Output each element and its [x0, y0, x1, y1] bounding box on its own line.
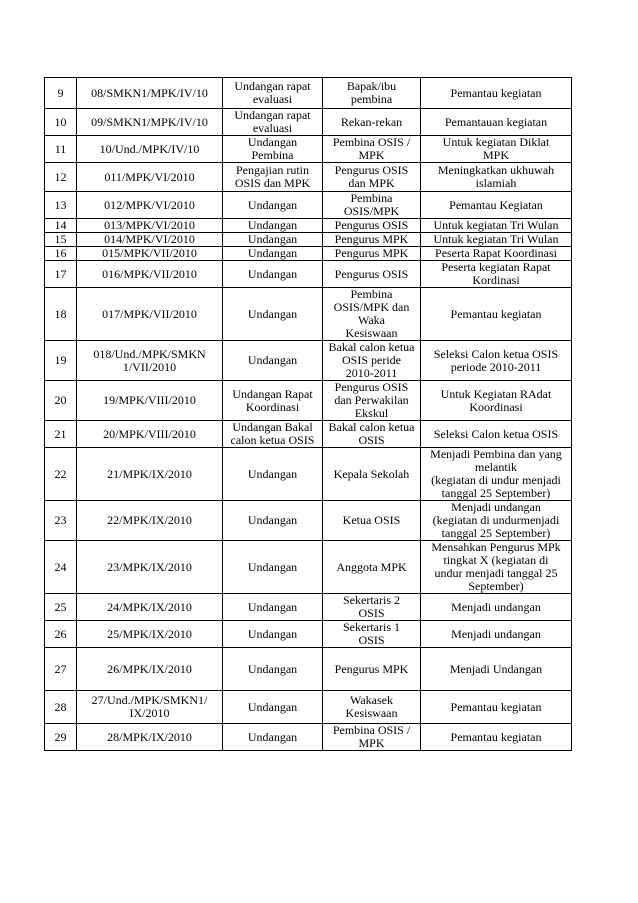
- letter-number-cell: 011/MPK/VI/2010: [77, 163, 223, 192]
- row-number-cell: 21: [45, 421, 77, 448]
- letter-type-cell: Undangan: [223, 448, 323, 501]
- table-row: [45, 421, 572, 448]
- letter-type-cell: Undangan: [223, 261, 323, 288]
- recipient-cell: Pembina OSIS/MPK: [323, 192, 421, 219]
- remarks-cell: Menjadi undangan (kegiatan di undurmenjadi tanggal 25 September): [421, 501, 572, 541]
- recipient-cell: Bapak/ibu pembina: [323, 78, 421, 109]
- row-number-cell: 11: [45, 136, 77, 163]
- table-row: [45, 621, 572, 648]
- letter-number-cell: 25/MPK/IX/2010: [77, 621, 223, 648]
- letter-type-cell: Undangan: [223, 724, 323, 751]
- table-row: [45, 691, 572, 724]
- table-row: [45, 233, 572, 247]
- letter-type-cell: Undangan Bakal calon ketua OSIS: [223, 421, 323, 448]
- remarks-cell: Peserta Rapat Koordinasi: [421, 247, 572, 261]
- letter-type-cell: Undangan Pembina: [223, 136, 323, 163]
- remarks-cell: Menjadi undangan: [421, 594, 572, 621]
- letter-type-cell: Undangan: [223, 501, 323, 541]
- table-row: [45, 448, 572, 501]
- recipient-cell: Pembina OSIS / MPK: [323, 724, 421, 751]
- recipient-cell: Rekan-rekan: [323, 109, 421, 136]
- row-number-cell: 28: [45, 691, 77, 724]
- letter-number-cell: 23/MPK/IX/2010: [77, 541, 223, 594]
- recipient-cell: Wakasek Kesiswaan: [323, 691, 421, 724]
- table-row: [45, 136, 572, 163]
- remarks-cell: Seleksi Calon ketua OSIS periode 2010-2011: [421, 341, 572, 381]
- remarks-cell: Untuk Kegiatan RAdat Koordinasi: [421, 381, 572, 421]
- remarks-cell: Untuk kegiatan Tri Wulan: [421, 233, 572, 247]
- recipient-cell: Pembina OSIS / MPK: [323, 136, 421, 163]
- table-row: [45, 724, 572, 751]
- letter-number-cell: 27/Und./MPK/SMKN1/ IX/2010: [77, 691, 223, 724]
- remarks-cell: Pemantau kegiatan: [421, 78, 572, 109]
- remarks-cell: Mensahkan Pengurus MPk tingkat X (kegiatan di undur menjadi tanggal 25 September): [421, 541, 572, 594]
- recipient-cell: Pengurus OSIS: [323, 261, 421, 288]
- letter-type-cell: Undangan Rapat Koordinasi: [223, 381, 323, 421]
- table-body: [45, 78, 572, 751]
- remarks-cell: Seleksi Calon ketua OSIS: [421, 421, 572, 448]
- row-number-cell: 9: [45, 78, 77, 109]
- letter-type-cell: Undangan: [223, 621, 323, 648]
- row-number-cell: 17: [45, 261, 77, 288]
- table-row: [45, 247, 572, 261]
- letter-number-cell: 19/MPK/VIII/2010: [77, 381, 223, 421]
- letter-type-cell: Undangan: [223, 691, 323, 724]
- remarks-cell: Untuk kegiatan Diklat MPK: [421, 136, 572, 163]
- remarks-cell: Pemantau kegiatan: [421, 691, 572, 724]
- row-number-cell: 18: [45, 288, 77, 341]
- row-number-cell: 14: [45, 219, 77, 233]
- table-row: [45, 163, 572, 192]
- recipient-cell: Bakal calon ketua OSIS peride 2010-2011: [323, 341, 421, 381]
- remarks-cell: Peserta kegiatan Rapat Kordinasi: [421, 261, 572, 288]
- letter-number-cell: 21/MPK/IX/2010: [77, 448, 223, 501]
- table-row: [45, 192, 572, 219]
- letter-type-cell: Undangan: [223, 594, 323, 621]
- letter-register-table: [44, 77, 572, 751]
- letter-type-cell: Undangan rapat evaluasi: [223, 109, 323, 136]
- remarks-cell: Pemantauan kegiatan: [421, 109, 572, 136]
- table-row: [45, 219, 572, 233]
- letter-type-cell: Undangan: [223, 247, 323, 261]
- remarks-cell: Meningkatkan ukhuwah islamiah: [421, 163, 572, 192]
- letter-type-cell: Undangan: [223, 219, 323, 233]
- letter-number-cell: 013/MPK/VI/2010: [77, 219, 223, 233]
- recipient-cell: Sekertaris 1 OSIS: [323, 621, 421, 648]
- recipient-cell: Pengurus OSIS dan MPK: [323, 163, 421, 192]
- remarks-cell: Menjadi undangan: [421, 621, 572, 648]
- letter-number-cell: 015/MPK/VII/2010: [77, 247, 223, 261]
- letter-number-cell: 20/MPK/VIII/2010: [77, 421, 223, 448]
- letter-type-cell: Undangan: [223, 648, 323, 691]
- table-row: [45, 109, 572, 136]
- row-number-cell: 15: [45, 233, 77, 247]
- remarks-cell: Menjadi Undangan: [421, 648, 572, 691]
- row-number-cell: 27: [45, 648, 77, 691]
- letter-type-cell: Undangan: [223, 288, 323, 341]
- recipient-cell: Ketua OSIS: [323, 501, 421, 541]
- letter-number-cell: 24/MPK/IX/2010: [77, 594, 223, 621]
- recipient-cell: Anggota MPK: [323, 541, 421, 594]
- table-row: [45, 261, 572, 288]
- row-number-cell: 24: [45, 541, 77, 594]
- letter-number-cell: 012/MPK/VI/2010: [77, 192, 223, 219]
- row-number-cell: 13: [45, 192, 77, 219]
- recipient-cell: Kepala Sekolah: [323, 448, 421, 501]
- recipient-cell: Pengurus OSIS: [323, 219, 421, 233]
- table-row: [45, 541, 572, 594]
- letter-number-cell: 22/MPK/IX/2010: [77, 501, 223, 541]
- table-row: [45, 594, 572, 621]
- letter-type-cell: Undangan rapat evaluasi: [223, 78, 323, 109]
- row-number-cell: 12: [45, 163, 77, 192]
- recipient-cell: Pembina OSIS/MPK dan Waka Kesiswaan: [323, 288, 421, 341]
- letter-number-cell: 10/Und./MPK/IV/10: [77, 136, 223, 163]
- letter-type-cell: Undangan: [223, 541, 323, 594]
- row-number-cell: 16: [45, 247, 77, 261]
- remarks-cell: Pemantau Kegiatan: [421, 192, 572, 219]
- table-row: [45, 501, 572, 541]
- recipient-cell: Pengurus OSIS dan Perwakilan Ekskul: [323, 381, 421, 421]
- table-row: [45, 78, 572, 109]
- remarks-cell: Untuk kegiatan Tri Wulan: [421, 219, 572, 233]
- row-number-cell: 26: [45, 621, 77, 648]
- letter-type-cell: Undangan: [223, 192, 323, 219]
- letter-number-cell: 016/MPK/VII/2010: [77, 261, 223, 288]
- row-number-cell: 23: [45, 501, 77, 541]
- row-number-cell: 25: [45, 594, 77, 621]
- row-number-cell: 20: [45, 381, 77, 421]
- row-number-cell: 22: [45, 448, 77, 501]
- row-number-cell: 19: [45, 341, 77, 381]
- table-row: [45, 341, 572, 381]
- recipient-cell: Sekertaris 2 OSIS: [323, 594, 421, 621]
- table-row: [45, 648, 572, 691]
- row-number-cell: 29: [45, 724, 77, 751]
- recipient-cell: Pengurus MPK: [323, 233, 421, 247]
- recipient-cell: Pengurus MPK: [323, 247, 421, 261]
- recipient-cell: Bakal calon ketua OSIS: [323, 421, 421, 448]
- letter-type-cell: Undangan: [223, 341, 323, 381]
- letter-number-cell: 26/MPK/IX/2010: [77, 648, 223, 691]
- remarks-cell: Pemantau kegiatan: [421, 288, 572, 341]
- table-row: [45, 381, 572, 421]
- letter-number-cell: 017/MPK/VII/2010: [77, 288, 223, 341]
- letter-number-cell: 018/Und./MPK/SMKN 1/VII/2010: [77, 341, 223, 381]
- table-row: [45, 288, 572, 341]
- row-number-cell: 10: [45, 109, 77, 136]
- letter-type-cell: Pengajian rutin OSIS dan MPK: [223, 163, 323, 192]
- letter-number-cell: 09/SMKN1/MPK/IV/10: [77, 109, 223, 136]
- letter-number-cell: 014/MPK/VI/2010: [77, 233, 223, 247]
- remarks-cell: Menjadi Pembina dan yang melantik (kegiatan di undur menjadi tanggal 25 September): [421, 448, 572, 501]
- remarks-cell: Pemantau kegiatan: [421, 724, 572, 751]
- letter-number-cell: 28/MPK/IX/2010: [77, 724, 223, 751]
- letter-type-cell: Undangan: [223, 233, 323, 247]
- recipient-cell: Pengurus MPK: [323, 648, 421, 691]
- letter-number-cell: 08/SMKN1/MPK/IV/10: [77, 78, 223, 109]
